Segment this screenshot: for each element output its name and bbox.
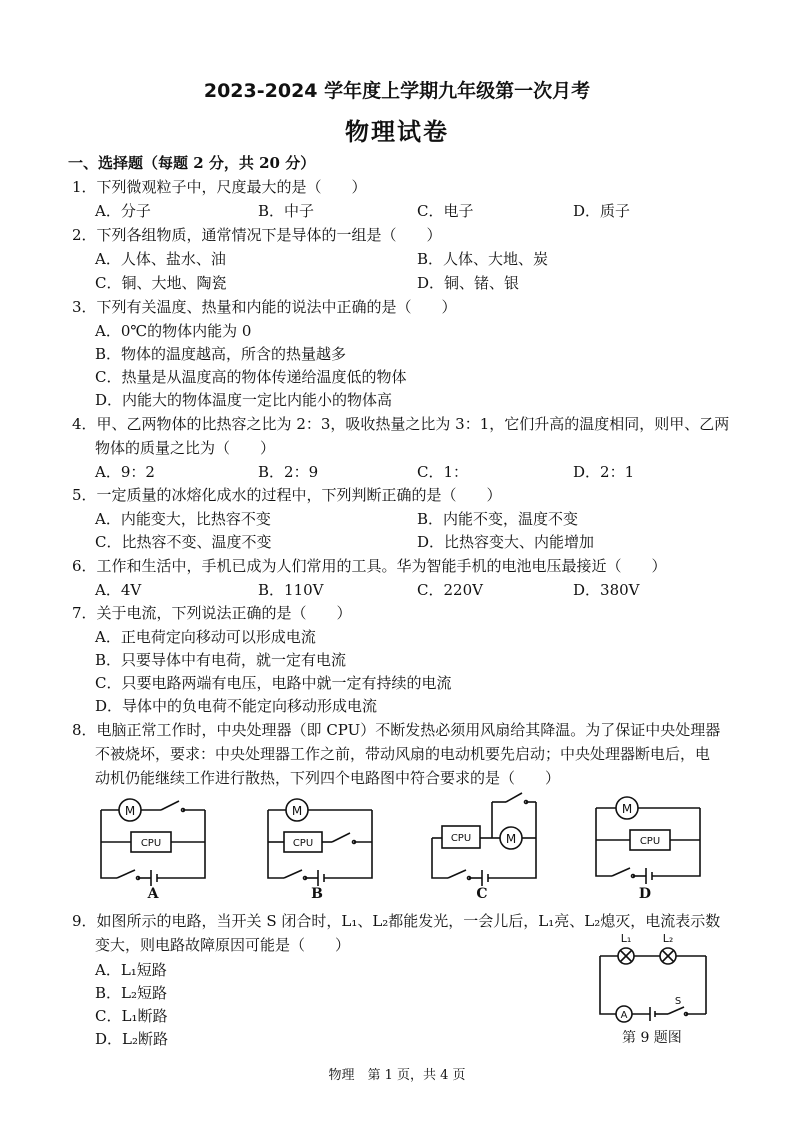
q4-stem-line1: 4．甲、乙两物体的比热容之比为 2：3，吸收热量之比为 3：1，它们升高的温度相同，则甲、乙两: [72, 415, 730, 433]
q4-option-b: B．2：9: [258, 463, 319, 481]
q2-option-a: A．人体、盐水、油: [95, 250, 226, 268]
q7-option-b: B．只要导体中有电荷，就一定有电流: [95, 651, 347, 669]
q1-option-c: C．电子: [417, 202, 474, 220]
q7-option-c: C．只要电路两端有电压，电路中就一定有持续的电流: [95, 674, 452, 692]
q2-option-d: D．铜、锗、银: [417, 274, 520, 292]
motor-symbol: M: [291, 804, 303, 818]
q1-option-d: D．质子: [573, 202, 631, 220]
q3-stem: 3．下列有关温度、热量和内能的说法中正确的是（ ）: [72, 298, 457, 316]
cpu-label: CPU: [639, 836, 661, 847]
q9-stem-line2: 变大，则电路故障原因可能是（ ）: [95, 936, 351, 954]
q4-option-c: C．1：: [417, 463, 469, 481]
q8-stem-line3: 动机仍能继续工作进行散热，下列四个电路图中符合要求的是（ ）: [95, 769, 561, 787]
motor-symbol: M: [621, 802, 633, 816]
q3-option-c: C．热量是从温度高的物体传递给温度低的物体: [95, 368, 407, 386]
cpu-label: CPU: [140, 838, 162, 849]
q2-option-b: B．人体、大地、炭: [417, 250, 549, 268]
l2-label: L₂: [662, 932, 674, 945]
exam-title: 2023-2024 学年度上学期九年级第一次月考: [203, 80, 591, 102]
cpu-label: CPU: [450, 833, 472, 844]
q8-circuit-c: [426, 786, 546, 884]
q1-stem: 1．下列微观粒子中，尺度最大的是（ ）: [72, 178, 367, 196]
q9-stem-line1: 9．如图所示的电路，当开关 S 闭合时，L₁、L₂都能发光，一会儿后，L₁亮、L₂熄灭，电流表示数: [72, 912, 721, 930]
q8-circuit-b: [262, 790, 382, 885]
q1-option-a: A．分子: [95, 202, 151, 220]
exam-subtitle: 物理试卷: [345, 118, 449, 146]
q4-stem-line2: 物体的质量之比为（ ）: [95, 439, 276, 457]
q8-stem-line1: 8．电脑正常工作时，中央处理器（即 CPU）不断发热必须用风扇给其降温。为了保证中央处理器: [72, 721, 721, 739]
q9-option-b: B．L₂短路: [95, 984, 167, 1002]
q9-figure-caption: 第 9 题图: [622, 1030, 682, 1046]
q6-option-a: A．4V: [95, 581, 142, 599]
q7-option-a: A．正电荷定向移动可以形成电流: [95, 628, 316, 646]
q1-option-b: B．中子: [258, 202, 315, 220]
q8-caption-b: B: [311, 886, 323, 902]
page-footer: 物理 第 1 页，共 4 页: [328, 1068, 466, 1083]
q9-circuit-figure: [594, 928, 714, 1023]
q3-option-b: B．物体的温度越高，所含的热量越多: [95, 345, 347, 363]
q4-option-a: A．9：2: [95, 463, 155, 481]
l1-label: L₁: [620, 932, 632, 945]
q8-circuit-a: [95, 790, 215, 885]
q8-stem-line2: 不被烧坏，要求：中央处理器工作之前，带动风扇的电动机要先启动；中央处理器断电后，电: [95, 745, 711, 763]
q8-caption-c: C: [476, 886, 488, 902]
q8-caption-d: D: [638, 886, 652, 902]
section-heading: 一、选择题（每题 2 分，共 20 分）: [68, 154, 316, 172]
q5-stem: 5．一定质量的冰熔化成水的过程中，下列判断正确的是（ ）: [72, 486, 502, 504]
q8-circuit-d: [590, 788, 710, 883]
cpu-label: CPU: [292, 838, 314, 849]
motor-symbol: M: [505, 832, 517, 846]
q5-option-b: B．内能不变，温度不变: [417, 510, 579, 528]
q4-option-d: D．2：1: [573, 463, 635, 481]
q8-caption-a: A: [147, 886, 159, 902]
q5-option-c: C．比热容不变、温度不变: [95, 533, 272, 551]
q9-option-a: A．L₁短路: [95, 961, 167, 979]
q7-stem: 7．关于电流，下列说法正确的是（ ）: [72, 604, 352, 622]
q6-option-d: D．380V: [573, 581, 640, 599]
q6-stem: 6．工作和生活中，手机已成为人们常用的工具。华为智能手机的电池电压最接近（ ）: [72, 557, 667, 575]
q3-option-a: A．0℃的物体内能为 0: [95, 322, 252, 340]
q6-option-c: C．220V: [417, 581, 483, 599]
q2-option-c: C．铜、大地、陶瓷: [95, 274, 227, 292]
q2-stem: 2．下列各组物质，通常情况下是导体的一组是（ ）: [72, 226, 442, 244]
motor-symbol: M: [124, 804, 136, 818]
q9-option-d: D．L₂断路: [95, 1030, 169, 1048]
q3-option-d: D．内能大的物体温度一定比内能小的物体高: [95, 391, 393, 409]
q6-option-b: B．110V: [258, 581, 324, 599]
q5-option-a: A．内能变大，比热容不变: [95, 510, 271, 528]
q7-option-d: D．导体中的负电荷不能定向移动形成电流: [95, 697, 378, 715]
q9-option-c: C．L₁断路: [95, 1007, 168, 1025]
switch-label: S: [674, 996, 682, 1007]
ammeter-label: A: [620, 1010, 628, 1021]
q5-option-d: D．比热容变大、内能增加: [417, 533, 595, 551]
